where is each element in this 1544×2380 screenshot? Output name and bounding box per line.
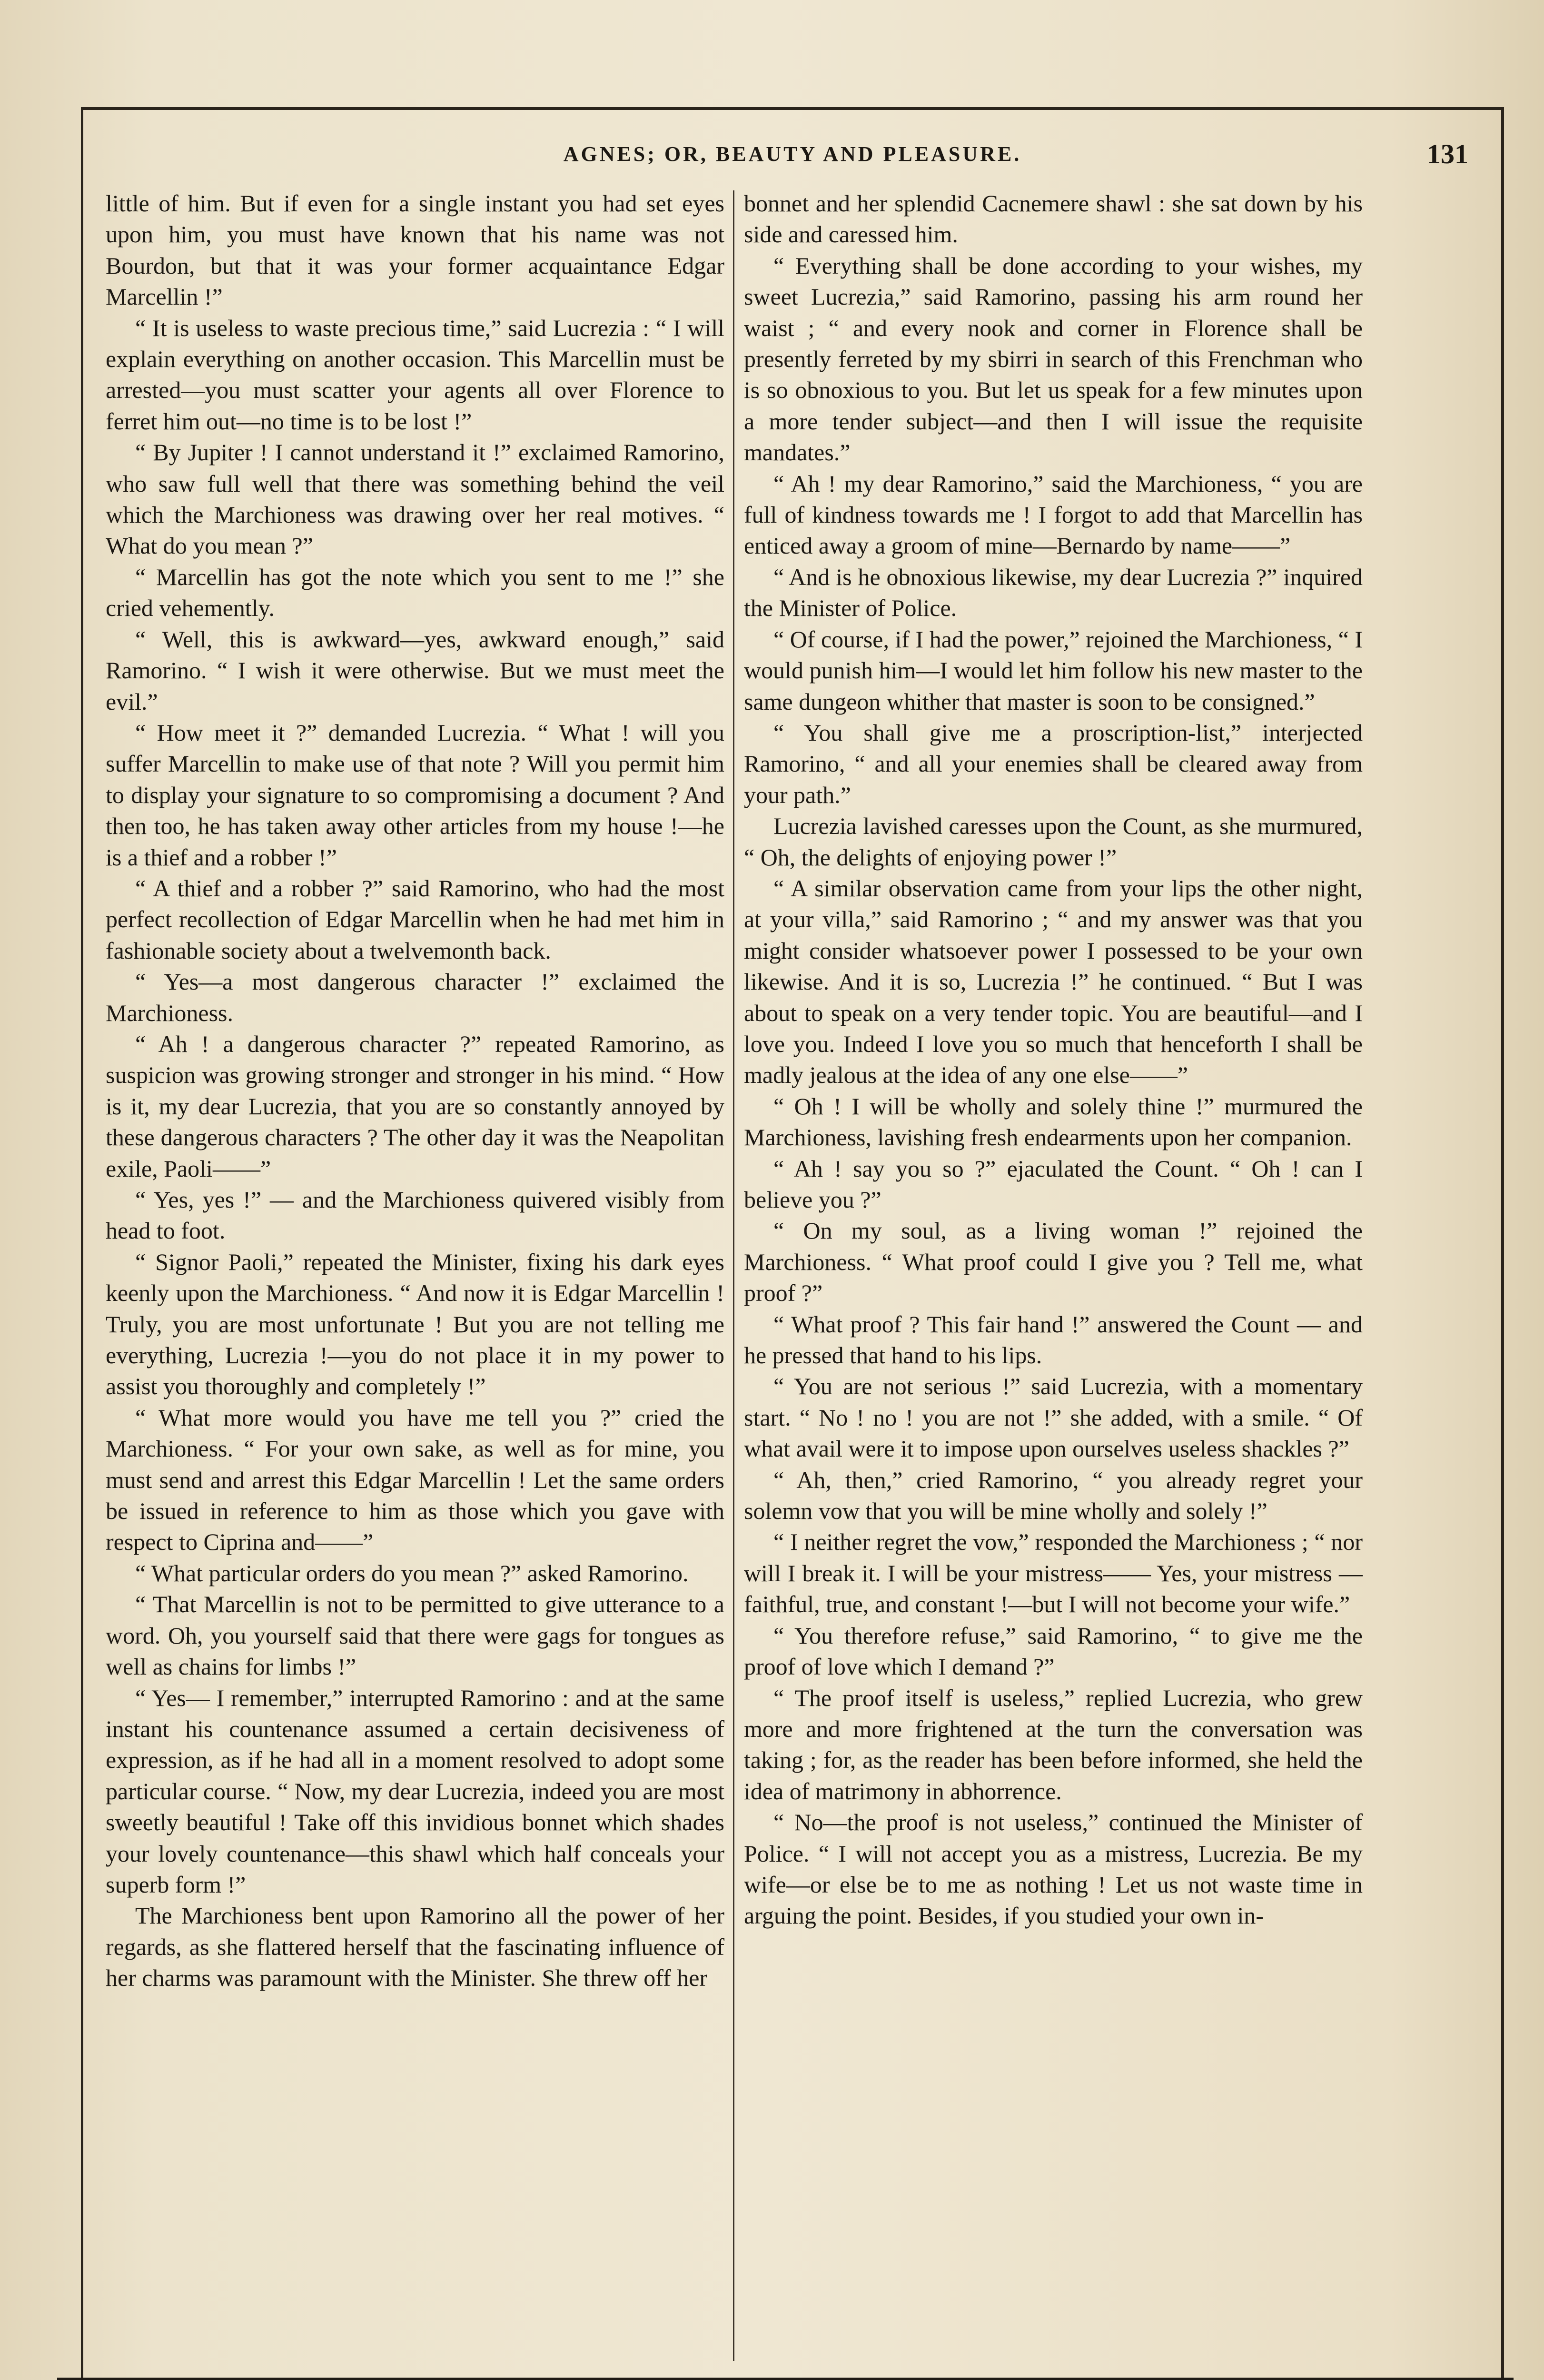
paragraph: “ Yes—a most dangerous character !” exclaimed the Marchioness. [106,968,724,1026]
paragraph: “ Well, this is awkward—yes, awkward enough,” said Ramorino. “ I wish it were otherwise. But we must meet the evil.” [106,625,724,715]
paragraph: “ Ah, then,” cried Ramorino, “ you already regret your solemn vow that you will be mine wholly and solely !” [744,1466,1363,1525]
paragraph: “ The proof itself is useless,” replied Lucrezia, who grew more and more frightened at the turn the conversation was taking ; for, as the reader has been before informed, she held the idea of matrimony in abhorrence. [744,1684,1363,1805]
paragraph: “ And is he obnoxious likewise, my dear Lucrezia ?” inquired the Minister of Police. [744,563,1363,622]
paragraph: “ Yes— I remember,” interrupted Ramorino : and at the same instant his countenance assumed a certain decisiveness of expression, as if he had all in a moment resolved to adopt some particular course. “ Now, my dear Lucrezia, indeed you are most sweetly beautiful ! Take off this invidious bonnet which shades your lovely countenance—this shawl which half conceals your superb form !” [106,1684,724,1898]
paragraph: “ What more would you have me tell you ?” cried the Marchioness. “ For your own sake, as well as for mine, you must send and arrest this Edgar Marcellin ! Let the same orders be issued in reference to him as those which you gave with respect to Ciprina and——” [106,1404,724,1556]
paragraph: Lucrezia lavished caresses upon the Count, as she murmured, “ Oh, the delights of enjoying power !” [744,813,1363,871]
paragraph: “ I neither regret the vow,” responded the Marchioness ; “ nor will I break it. I will be your mistress—— Yes, your mistress — faithful, true, and constant !—but I will not become your wife.” [744,1528,1363,1618]
paragraph: “ How meet it ?” demanded Lucrezia. “ What ! will you suffer Marcellin to make use of that note ? Will you permit him to display your signature to so compromising a document ? And then too, he has taken away other articles from my house !—he is a thief and a robber !” [106,719,724,871]
paragraph: “ On my soul, as a living woman !” rejoined the Marchioness. “ What proof could I give you ? Tell me, what proof ?” [744,1217,1363,1307]
paragraph: little of him. But if even for a single instant you had set eyes upon him, you must have known that his name was not Bourdon, but that it was your former acquaintance Edgar Marcellin !” [106,190,724,310]
right-column [744,188,1363,1932]
paragraph: “ A similar observation came from your lips the other night, at your villa,” said Ramorino ; “ and my answer was that you might consider whatsoever power I possessed to be your own likewise. And it is so, Lucrezia !” he continued. “ But I was about to speak on a very tender topic. You are beautiful—and I love you. Indeed I love you so much that henceforth I shall be madly jealous at the idea of any one else——” [744,874,1363,1089]
paragraph: “ Ah ! say you so ?” ejaculated the Count. “ Oh ! can I believe you ?” [744,1155,1363,1213]
page-header [81,138,1504,181]
paragraph: “ You are not serious !” said Lucrezia, with a momentary start. “ No ! no ! you are not !” she added, with a smile. “ Of what avail were it to impose upon ourselves useless shackles ?” [744,1373,1363,1462]
page-number: 131 [1427,139,1468,169]
paragraph: “ Ah ! a dangerous character ?” repeated Ramorino, as suspicion was growing stronger and stronger in his mind. “ How is it, my dear Lucrezia, that you are so constantly annoyed by these dangerous characters ? The other day it was the Neapolitan exile, Paoli——” [106,1030,724,1182]
paragraph: “ That Marcellin is not to be permitted to give utterance to a word. Oh, you yourself said that there were gags for tongues as well as chains for limbs !” [106,1591,724,1680]
running-title: AGNES; OR, BEAUTY AND PLEASURE. [563,142,1022,166]
paragraph: The Marchioness bent upon Ramorino all the power of her regards, as she flattered herself that the fascinating influence of her charms was paramount with the Minister. She threw off her [106,1902,724,1992]
paragraph: “ A thief and a robber ?” said Ramorino, who had the most perfect recollection of Edgar Marcellin when he had met him in fashionable society about a twelvemonth back. [106,874,724,964]
paragraph: “ It is useless to waste precious time,” said Lucrezia : “ I will explain everything on another occasion. This Marcellin must be arrested—you must scatter your agents all over Florence to ferret him out—no time is to be lost !” [106,314,724,435]
paragraph: “ Everything shall be done according to your wishes, my sweet Lucrezia,” said Ramorino, passing his arm round her waist ; “ and every nook and corner in Florence shall be presently ferreted by my sbirri in search of this Frenchman who is so obnoxious to you. But let us speak for a few minutes upon a more tender subject—and then I will issue the requisite mandates.” [744,252,1363,466]
bottom-rule [57,2378,1514,2380]
paragraph: “ Signor Paoli,” repeated the Minister, fixing his dark eyes keenly upon the Marchioness. “ And now it is Edgar Marcellin ! Truly, you are most unfortunate ! But you are not telling me everything, Lucrezia !—you do not place it in my power to assist you thoroughly and completely !” [106,1248,724,1400]
column-divider [733,190,734,2361]
paragraph: “ You shall give me a proscription-list,” interjected Ramorino, “ and all your enemies shall be cleared away from your path.” [744,719,1363,808]
paragraph: “ By Jupiter ! I cannot understand it !” exclaimed Ramorino, who saw full well that there was something behind the veil which the Marchioness was drawing over her real motives. “ What do you mean ?” [106,439,724,559]
paragraph: “ What particular orders do you mean ?” asked Ramorino. [135,1559,689,1587]
left-column [106,188,724,1994]
paragraph: “ What proof ? This fair hand !” answered the Count — and he pressed that hand to his lips. [744,1310,1363,1369]
paragraph: bonnet and her splendid Cacnemere shawl : she sat down by his side and caressed him. [744,190,1363,248]
paragraph: “ No—the proof is not useless,” continued the Minister of Police. “ I will not accept you as a mistress, Lucrezia. Be my wife—or else be to me as nothing ! Let us not waste time in arguing the point. Besides, if you studied your own in- [744,1809,1363,1929]
paragraph: “ Ah ! my dear Ramorino,” said the Marchioness, “ you are full of kindness towards me ! I forgot to add that Marcellin has enticed away a groom of mine—Bernardo by name——” [744,470,1363,559]
paragraph: “ Oh ! I will be wholly and solely thine !” murmured the Marchioness, lavishing fresh endearments upon her companion. [744,1092,1363,1151]
paragraph: “ Yes, yes !” — and the Marchioness quivered visibly from head to foot. [106,1186,724,1244]
paragraph: “ Marcellin has got the note which you sent to me !” she cried vehemently. [106,563,724,622]
paragraph: “ You therefore refuse,” said Ramorino, “ to give me the proof of love which I demand ?” [744,1622,1363,1680]
paragraph: “ Of course, if I had the power,” rejoined the Marchioness, “ I would punish him—I would let him follow his new master to the same dungeon whither that master is soon to be consigned.” [744,625,1363,715]
